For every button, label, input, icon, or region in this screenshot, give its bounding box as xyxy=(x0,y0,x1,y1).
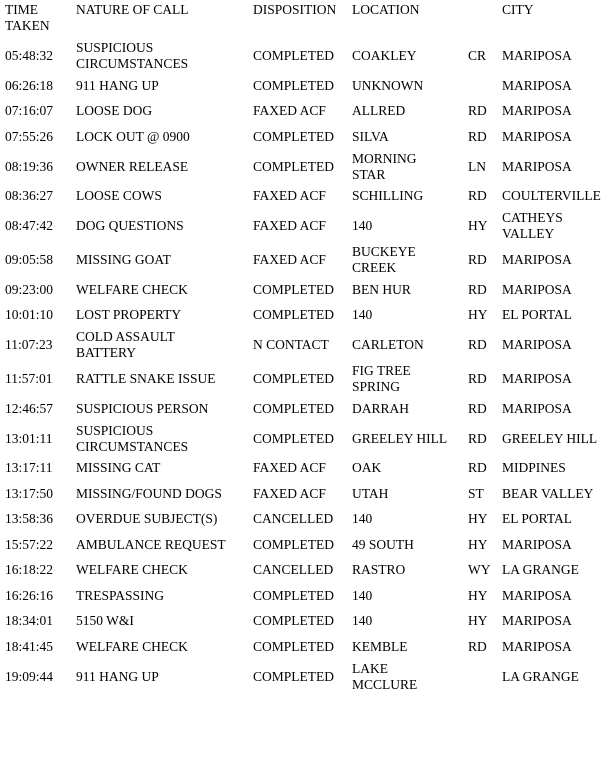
street-suffix-cell: RD xyxy=(468,460,487,476)
location-cell xyxy=(352,124,468,150)
table-row xyxy=(5,243,610,277)
table-row xyxy=(5,209,610,243)
nature-of-call-cell xyxy=(76,583,253,609)
street-suffix-cell: RD xyxy=(468,638,487,654)
location-cell-line: RASTRO xyxy=(352,562,406,578)
location-cell xyxy=(352,243,468,277)
city-cell xyxy=(502,507,610,533)
location-cell xyxy=(352,209,468,243)
city-cell xyxy=(502,634,610,660)
time-taken-cell: 19:09:44 xyxy=(5,668,54,684)
header-suffix xyxy=(468,1,502,39)
nature-of-call-cell-line: 911 HANG UP xyxy=(76,77,159,93)
location-cell-line: ALLRED xyxy=(352,103,406,119)
location-cell xyxy=(352,328,468,362)
location-cell-line: CREEK xyxy=(352,260,397,275)
city-cell-line: MARIPOSA xyxy=(502,638,572,654)
table-row xyxy=(5,39,610,73)
nature-of-call-cell-line: MISSING CAT xyxy=(76,460,161,476)
street-suffix-cell: CR xyxy=(468,48,487,63)
location-cell-line: DARRAH xyxy=(352,400,410,416)
nature-of-call-cell xyxy=(76,634,253,660)
disposition-cell: COMPLETED xyxy=(253,77,334,93)
street-suffix-cell: RD xyxy=(468,281,487,297)
city-cell-line: CATHEYS xyxy=(502,210,563,225)
city-cell xyxy=(502,422,610,456)
time-taken-cell: 16:18:22 xyxy=(5,562,54,578)
city-cell-line: MARIPOSA xyxy=(502,536,572,552)
location-cell xyxy=(352,422,468,456)
location-cell xyxy=(352,39,468,73)
location-cell-line: GREELEY HILL xyxy=(352,430,448,446)
location-cell-line: MORNING xyxy=(352,150,417,166)
city-cell xyxy=(502,243,610,277)
nature-of-call-cell-line: COLD ASSAULT xyxy=(76,329,175,344)
disposition-cell: FAXED ACF xyxy=(253,188,326,204)
time-taken-cell: 18:34:01 xyxy=(5,613,54,629)
disposition-cell: COMPLETED xyxy=(253,536,334,552)
city-cell-line: MARIPOSA xyxy=(502,128,572,144)
table-row xyxy=(5,396,610,422)
time-taken-cell: 08:36:27 xyxy=(5,188,54,204)
time-taken-cell: 08:19:36 xyxy=(5,158,54,174)
nature-of-call-cell xyxy=(76,328,253,362)
table-row xyxy=(5,184,610,210)
header-nature-of-call: NATURE OF CALL xyxy=(76,2,189,17)
street-suffix-cell: RD xyxy=(468,103,487,119)
nature-of-call-cell-line: MISSING GOAT xyxy=(76,252,171,267)
nature-of-call-cell-line: 5150 W&I xyxy=(76,613,134,629)
table-row xyxy=(5,583,610,609)
time-taken-cell: 11:07:23 xyxy=(5,337,53,352)
table-row xyxy=(5,73,610,99)
disposition-cell: COMPLETED xyxy=(253,281,334,297)
location-cell xyxy=(352,184,468,210)
time-taken-cell: 07:55:26 xyxy=(5,128,54,144)
nature-of-call-cell xyxy=(76,303,253,329)
street-suffix-cell: HY xyxy=(468,587,488,603)
time-taken-cell: 06:26:18 xyxy=(5,77,54,93)
city-cell-line: MARIPOSA xyxy=(502,252,572,267)
time-taken-cell: 15:57:22 xyxy=(5,536,54,552)
location-cell-line: UTAH xyxy=(352,485,389,501)
city-cell xyxy=(502,583,610,609)
location-cell-line: 140 xyxy=(352,613,373,629)
time-taken-cell: 09:23:00 xyxy=(5,281,54,297)
street-suffix-cell: RD xyxy=(468,400,487,416)
city-cell-line: BEAR VALLEY xyxy=(502,485,594,501)
city-cell-line: GREELEY HILL xyxy=(502,430,598,446)
city-cell xyxy=(502,73,610,99)
city-cell xyxy=(502,303,610,329)
nature-of-call-cell xyxy=(76,73,253,99)
city-cell xyxy=(502,362,610,396)
city-cell xyxy=(502,124,610,150)
city-cell xyxy=(502,481,610,507)
location-cell xyxy=(352,73,468,99)
city-cell-line: MIDPINES xyxy=(502,460,566,476)
nature-of-call-cell-line: SUSPICIOUS PERSON xyxy=(76,400,209,416)
street-suffix-cell: RD xyxy=(468,128,487,144)
city-cell-line: MARIPOSA xyxy=(502,371,572,386)
nature-of-call-cell xyxy=(76,124,253,150)
city-cell-line: MARIPOSA xyxy=(502,77,572,93)
disposition-cell: COMPLETED xyxy=(253,638,334,654)
nature-of-call-cell-line: CIRCUMSTANCES xyxy=(76,56,189,71)
header-row xyxy=(5,1,610,39)
location-cell-line: UNKNOWN xyxy=(352,77,424,93)
city-cell xyxy=(502,396,610,422)
location-cell-line: KEMBLE xyxy=(352,638,408,654)
time-taken-cell: 13:58:36 xyxy=(5,511,54,527)
city-cell-line: MARIPOSA xyxy=(502,613,572,629)
time-taken-cell: 07:16:07 xyxy=(5,103,54,119)
street-suffix-cell: HY xyxy=(468,511,488,527)
table-row xyxy=(5,99,610,125)
city-cell xyxy=(502,209,610,243)
disposition-cell: COMPLETED xyxy=(253,371,334,386)
table-row xyxy=(5,634,610,660)
city-cell-line: LA GRANGE xyxy=(502,562,579,578)
time-taken-cell: 16:26:16 xyxy=(5,587,54,603)
location-cell xyxy=(352,583,468,609)
header-disposition: DISPOSITION xyxy=(253,2,337,17)
disposition-cell: FAXED ACF xyxy=(253,485,326,501)
location-cell xyxy=(352,277,468,303)
location-cell-line: CARLETON xyxy=(352,337,424,352)
nature-of-call-cell-line: SUSPICIOUS xyxy=(76,422,154,438)
nature-of-call-cell-line: OVERDUE SUBJECT(S) xyxy=(76,511,218,527)
city-cell-line: MARIPOSA xyxy=(502,48,572,63)
disposition-cell: FAXED ACF xyxy=(253,103,326,119)
street-suffix-cell: RD xyxy=(468,371,487,386)
location-cell xyxy=(352,362,468,396)
header-time-line-1: TIME xyxy=(5,2,38,17)
street-suffix-cell: RD xyxy=(468,252,487,267)
street-suffix-cell: HY xyxy=(468,536,488,552)
disposition-cell: COMPLETED xyxy=(253,48,334,63)
time-taken-cell: 13:01:11 xyxy=(5,430,53,446)
street-suffix-cell: WY xyxy=(468,562,491,578)
city-cell xyxy=(502,660,610,694)
location-cell-line: BEN HUR xyxy=(352,281,411,297)
nature-of-call-cell xyxy=(76,396,253,422)
time-taken-cell: 09:05:58 xyxy=(5,252,54,267)
nature-of-call-cell-line: OWNER RELEASE xyxy=(76,158,189,174)
location-cell-line: SILVA xyxy=(352,128,389,144)
disposition-cell: COMPLETED xyxy=(253,158,334,174)
location-cell-line: SCHILLING xyxy=(352,188,424,204)
city-cell-line: MARIPOSA xyxy=(502,158,572,174)
call-log-body xyxy=(5,39,610,694)
location-cell-line: 140 xyxy=(352,307,373,323)
location-cell-line: MCCLURE xyxy=(352,676,418,692)
city-cell xyxy=(502,99,610,125)
nature-of-call-cell-line: TRESPASSING xyxy=(76,587,165,603)
nature-of-call-cell xyxy=(76,277,253,303)
nature-of-call-cell xyxy=(76,422,253,456)
city-cell xyxy=(502,150,610,184)
time-taken-cell: 18:41:45 xyxy=(5,638,54,654)
city-cell xyxy=(502,39,610,73)
disposition-cell: COMPLETED xyxy=(253,128,334,144)
disposition-cell: FAXED ACF xyxy=(253,460,326,476)
street-suffix-cell: RD xyxy=(468,430,487,446)
nature-of-call-cell xyxy=(76,532,253,558)
disposition-cell: COMPLETED xyxy=(253,613,334,629)
table-row xyxy=(5,481,610,507)
nature-of-call-cell xyxy=(76,558,253,584)
time-taken-cell: 11:57:01 xyxy=(5,371,53,386)
street-suffix-cell xyxy=(468,73,502,99)
disposition-cell: CANCELLED xyxy=(253,562,334,578)
table-row xyxy=(5,532,610,558)
table-row xyxy=(5,277,610,303)
nature-of-call-cell xyxy=(76,209,253,243)
table-row xyxy=(5,150,610,184)
nature-of-call-cell xyxy=(76,507,253,533)
time-taken-cell: 10:01:10 xyxy=(5,307,54,323)
nature-of-call-cell xyxy=(76,184,253,210)
city-cell xyxy=(502,609,610,635)
location-cell xyxy=(352,609,468,635)
table-row xyxy=(5,422,610,456)
call-log-table xyxy=(5,1,610,694)
disposition-cell: FAXED ACF xyxy=(253,252,326,267)
nature-of-call-cell xyxy=(76,150,253,184)
nature-of-call-cell xyxy=(76,456,253,482)
city-cell xyxy=(502,328,610,362)
disposition-cell: COMPLETED xyxy=(253,400,334,416)
table-row xyxy=(5,328,610,362)
nature-of-call-cell-line: WELFARE CHECK xyxy=(76,281,188,297)
city-cell-line: LA GRANGE xyxy=(502,668,579,684)
city-cell-line: MARIPOSA xyxy=(502,281,572,297)
nature-of-call-cell-line: BATTERY xyxy=(76,345,137,360)
disposition-cell: FAXED ACF xyxy=(253,218,326,233)
header-time-line-2: TAKEN xyxy=(5,18,50,33)
street-suffix-cell: RD xyxy=(468,337,487,352)
location-cell-line: OAK xyxy=(352,460,382,476)
location-cell-line: SPRING xyxy=(352,379,401,394)
nature-of-call-cell xyxy=(76,660,253,694)
location-cell xyxy=(352,150,468,184)
location-cell xyxy=(352,303,468,329)
table-row xyxy=(5,303,610,329)
location-cell-line: LAKE xyxy=(352,660,388,676)
city-cell xyxy=(502,277,610,303)
nature-of-call-cell-line: LOCK OUT @ 0900 xyxy=(76,128,190,144)
nature-of-call-cell xyxy=(76,39,253,73)
table-row xyxy=(5,124,610,150)
disposition-cell: COMPLETED xyxy=(253,307,334,323)
header-location: LOCATION xyxy=(352,2,420,17)
disposition-cell: COMPLETED xyxy=(253,430,334,446)
nature-of-call-cell-line: LOST PROPERTY xyxy=(76,307,182,323)
location-cell-line: 49 SOUTH xyxy=(352,536,414,552)
table-row xyxy=(5,362,610,396)
city-cell-line: MARIPOSA xyxy=(502,337,572,352)
header-time-taken xyxy=(5,1,76,39)
disposition-cell: N CONTACT xyxy=(253,337,329,352)
location-cell-line: 140 xyxy=(352,218,373,233)
city-cell-line: MARIPOSA xyxy=(502,103,572,119)
city-cell-line: MARIPOSA xyxy=(502,587,572,603)
location-cell-line: 140 xyxy=(352,587,373,603)
nature-of-call-cell-line: WELFARE CHECK xyxy=(76,562,188,578)
location-cell-line: STAR xyxy=(352,166,386,182)
table-row xyxy=(5,660,610,694)
location-cell-line: COAKLEY xyxy=(352,48,417,63)
nature-of-call-cell xyxy=(76,362,253,396)
city-cell-line: MARIPOSA xyxy=(502,400,572,416)
time-taken-cell: 05:48:32 xyxy=(5,48,54,63)
time-taken-cell: 12:46:57 xyxy=(5,400,54,416)
nature-of-call-cell-line: 911 HANG UP xyxy=(76,668,159,684)
location-cell xyxy=(352,558,468,584)
location-cell xyxy=(352,481,468,507)
location-cell xyxy=(352,396,468,422)
disposition-cell: COMPLETED xyxy=(253,587,334,603)
city-cell xyxy=(502,558,610,584)
location-cell xyxy=(352,456,468,482)
location-cell-line: FIG TREE xyxy=(352,363,411,378)
nature-of-call-cell xyxy=(76,481,253,507)
city-cell-line: VALLEY xyxy=(502,226,555,241)
disposition-cell: COMPLETED xyxy=(253,668,334,684)
nature-of-call-cell-line: SUSPICIOUS xyxy=(76,40,154,55)
city-cell-line: EL PORTAL xyxy=(502,307,572,323)
location-cell-line: 140 xyxy=(352,511,373,527)
street-suffix-cell: ST xyxy=(468,485,484,501)
disposition-cell: CANCELLED xyxy=(253,511,334,527)
nature-of-call-cell-line: RATTLE SNAKE ISSUE xyxy=(76,371,216,386)
nature-of-call-cell-line: MISSING/FOUND DOGS xyxy=(76,485,222,501)
table-row xyxy=(5,507,610,533)
header-city: CITY xyxy=(502,2,534,17)
city-cell xyxy=(502,532,610,558)
time-taken-cell: 13:17:11 xyxy=(5,460,53,476)
nature-of-call-cell xyxy=(76,99,253,125)
table-row xyxy=(5,558,610,584)
nature-of-call-cell-line: DOG QUESTIONS xyxy=(76,218,184,233)
street-suffix-cell: HY xyxy=(468,613,488,629)
time-taken-cell: 08:47:42 xyxy=(5,218,54,233)
location-cell xyxy=(352,532,468,558)
city-cell xyxy=(502,184,610,210)
city-cell xyxy=(502,456,610,482)
location-cell xyxy=(352,507,468,533)
location-cell xyxy=(352,99,468,125)
street-suffix-cell: HY xyxy=(468,307,488,323)
nature-of-call-cell-line: LOOSE COWS xyxy=(76,188,162,204)
location-cell xyxy=(352,660,468,694)
nature-of-call-cell-line: CIRCUMSTANCES xyxy=(76,438,189,454)
street-suffix-cell xyxy=(468,660,502,694)
location-cell-line: BUCKEYE xyxy=(352,244,416,259)
city-cell-line: EL PORTAL xyxy=(502,511,572,527)
nature-of-call-cell xyxy=(76,609,253,635)
nature-of-call-cell-line: LOOSE DOG xyxy=(76,103,153,119)
table-row xyxy=(5,456,610,482)
time-taken-cell: 13:17:50 xyxy=(5,485,54,501)
street-suffix-cell: HY xyxy=(468,218,488,233)
location-cell xyxy=(352,634,468,660)
nature-of-call-cell-line: AMBULANCE REQUEST xyxy=(76,536,226,552)
nature-of-call-cell xyxy=(76,243,253,277)
street-suffix-cell: LN xyxy=(468,158,486,174)
street-suffix-cell: RD xyxy=(468,188,487,204)
table-row xyxy=(5,609,610,635)
nature-of-call-cell-line: WELFARE CHECK xyxy=(76,638,188,654)
city-cell-line: COULTERVILLE xyxy=(502,188,601,204)
